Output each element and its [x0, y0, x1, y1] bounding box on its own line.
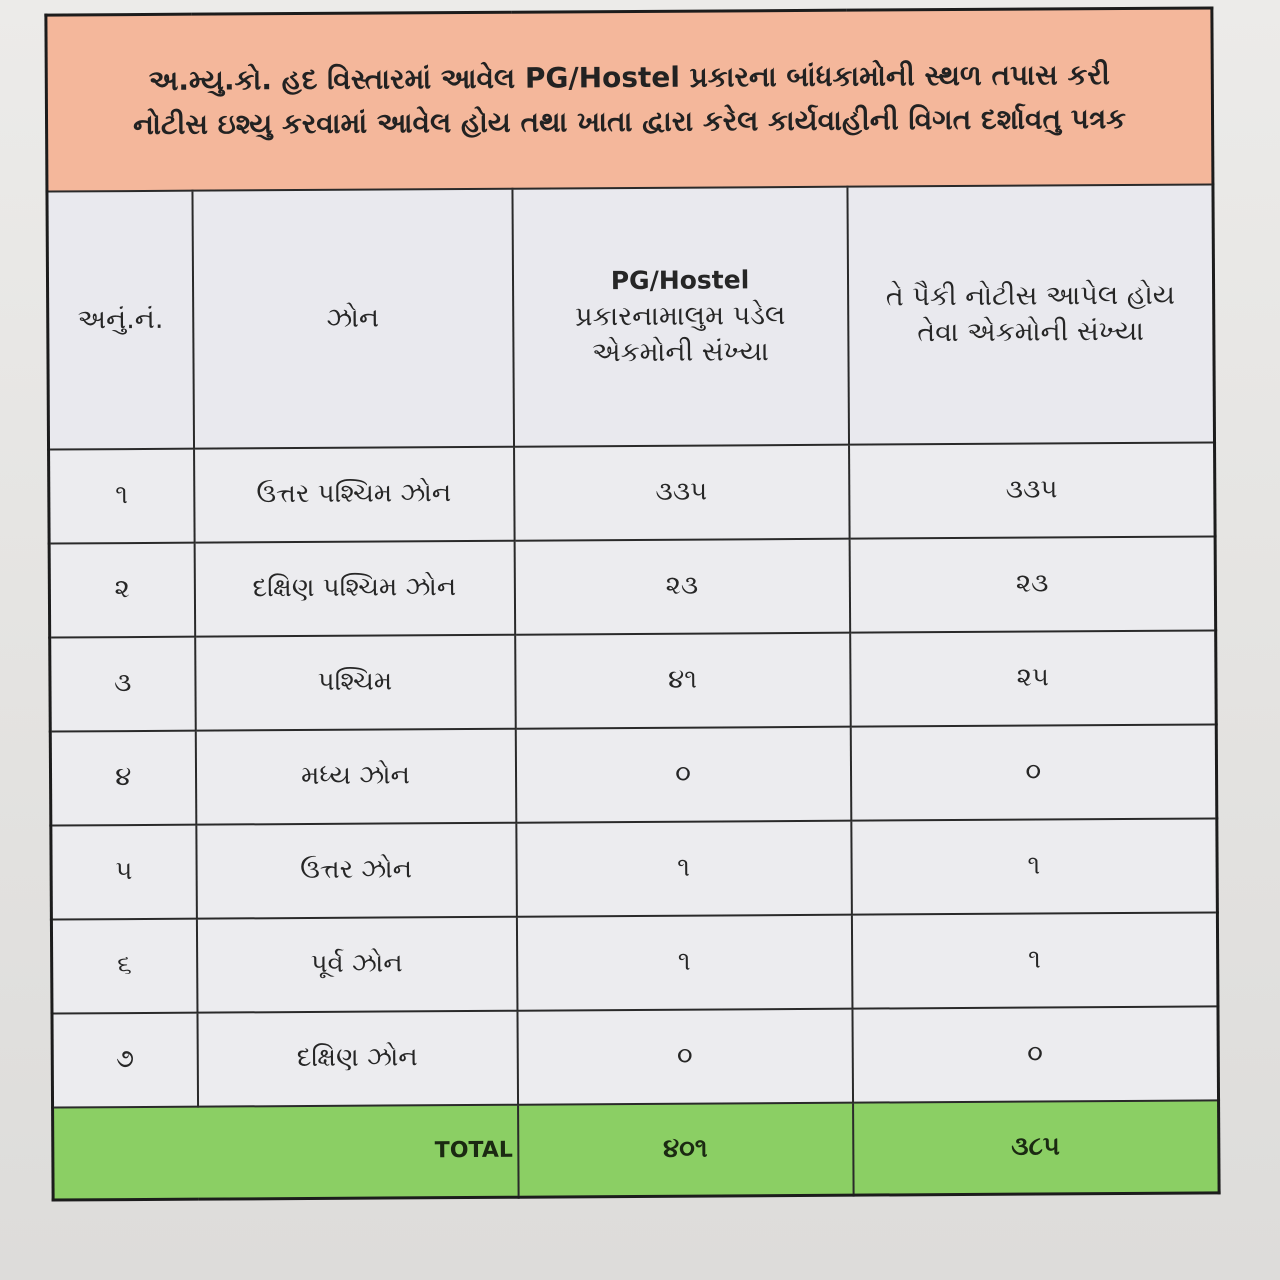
cell-serial: ૭ [52, 1013, 198, 1108]
header-notice-line2: તેવા એકમોની સંખ્યા [917, 315, 1145, 348]
cell-serial: ૪ [50, 730, 196, 825]
cell-found: ૨૩ [514, 538, 850, 634]
title-line-2: નોટીસ ઇશ્યુ કરવામાં આવેલ હોય તથા ખાતા દ્વારા કરેલ કાર્યવાહીની વિગત દર્શાવતુ પત્રક [133, 101, 1127, 141]
cell-zone: મધ્ય ઝોન [195, 728, 516, 824]
table-row [51, 912, 1218, 1013]
header-found-en: PG/Hostel [610, 264, 750, 295]
title-row [46, 8, 1213, 191]
cell-serial: ૫ [51, 824, 197, 919]
table-row [49, 442, 1216, 543]
cell-serial: ૬ [51, 918, 197, 1013]
cell-found: ૦ [517, 1009, 853, 1105]
cell-zone: ઉત્તર પશ્ચિમ ઝોન [194, 446, 515, 542]
header-found-line1: પ્રકારનામાલુમ પડેલ [574, 299, 786, 333]
header-row [47, 184, 1215, 449]
document-sheet [44, 6, 1219, 1203]
header-serial: અનું.નં. [47, 191, 194, 450]
cell-notice: ૨૩ [849, 536, 1216, 632]
header-notice-count [847, 184, 1215, 444]
total-notice: ૩૮૫ [853, 1100, 1220, 1195]
cell-zone: પૂર્વ ઝોન [196, 917, 517, 1013]
cell-notice: ૦ [850, 724, 1217, 820]
table-row [52, 1006, 1219, 1107]
cell-notice: ૩૩૫ [849, 442, 1216, 538]
cell-notice: ૨૫ [850, 630, 1217, 726]
cell-zone: પશ્ચિમ [195, 634, 516, 730]
pg-hostel-table [44, 6, 1220, 1201]
table-row [50, 630, 1217, 731]
cell-found: ૧ [516, 820, 852, 916]
cell-found: ૪૧ [515, 632, 851, 728]
table-row [49, 536, 1216, 637]
cell-notice: ૦ [852, 1006, 1219, 1102]
total-found: ૪૦૧ [518, 1103, 854, 1198]
table-row [50, 724, 1217, 825]
header-found-line2: એકમોની સંખ્યા [591, 335, 769, 368]
cell-found: ૦ [515, 726, 851, 822]
table-row [51, 818, 1218, 919]
cell-zone: દક્ષિણ પશ્ચિમ ઝોન [194, 540, 515, 636]
cell-serial: ૨ [49, 542, 195, 637]
header-notice-line1: તે પૈકી નોટીસ આપેલ હોય [885, 279, 1176, 313]
title-line-1: અ.મ્યુ.કો. હદ વિસ્તારમાં આવેલ PG/Hostel પ્રકારના બાંધકામોની સ્થળ તપાસ કરી [148, 57, 1110, 97]
cell-zone: દક્ષિણ ઝોન [197, 1011, 518, 1107]
header-zone: ઝોન [192, 189, 514, 449]
total-row [53, 1100, 1220, 1200]
header-found-count [512, 187, 849, 447]
cell-notice: ૧ [851, 912, 1218, 1008]
total-label: TOTAL [53, 1105, 519, 1200]
cell-serial: ૩ [50, 636, 196, 731]
cell-notice: ૧ [851, 818, 1218, 914]
document-title [46, 8, 1213, 191]
cell-found: ૩૩૫ [514, 444, 850, 540]
cell-zone: ઉત્તર ઝોન [196, 822, 517, 918]
cell-found: ૧ [516, 914, 852, 1010]
cell-serial: ૧ [49, 448, 195, 543]
